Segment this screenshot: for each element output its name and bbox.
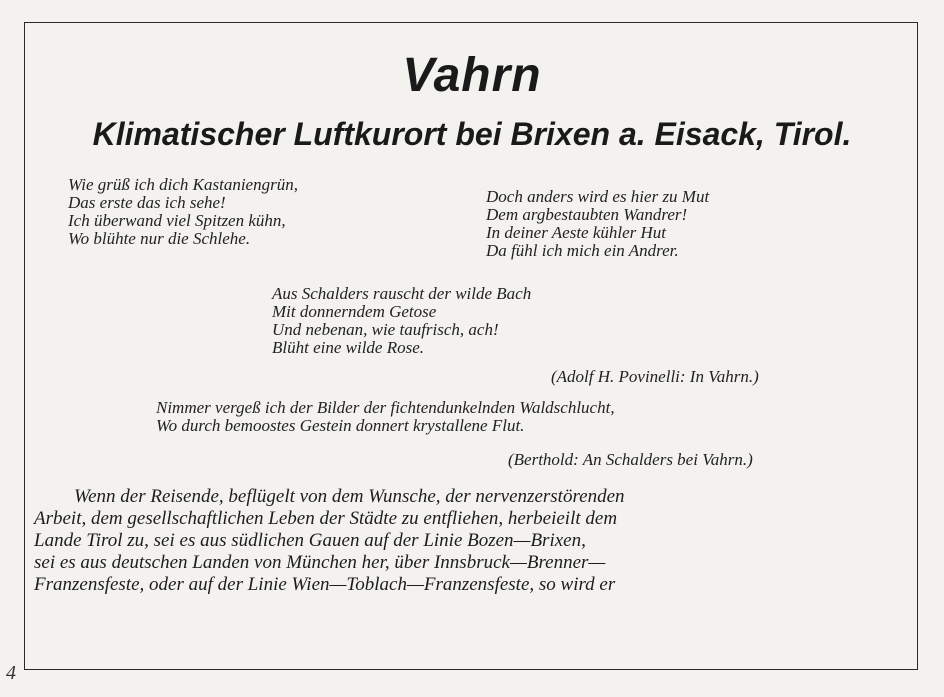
- distich: [156, 399, 615, 435]
- poem-stanza-left: [68, 176, 298, 248]
- poem-line: Aus Schalders rauscht der wilde Bach: [272, 284, 532, 303]
- poem-line: Wie grüß ich dich Kastaniengrün,: [68, 175, 298, 194]
- prose-line: Franzensfeste, oder auf der Linie Wien—Toblach—Franzensfeste, so wird er: [34, 574, 616, 595]
- poem-line: Das erste das ich sehe!: [68, 193, 226, 212]
- prose-line: Lande Tirol zu, sei es aus südlichen Gauen auf der Linie Bozen—Brixen,: [34, 530, 586, 551]
- poem-line: Dem argbestaubten Wandrer!: [486, 205, 688, 224]
- poem-line: Mit donnerndem Getose: [272, 302, 437, 321]
- prose-line: Arbeit, dem gesellschaftlichen Leben der Städte zu entfliehen, herbeieilt dem: [34, 508, 618, 529]
- page-subtitle: Klimatischer Luftkurort bei Brixen a. Eisack, Tirol.: [92, 116, 852, 152]
- poem-line: Blüht eine wilde Rose.: [272, 338, 425, 357]
- page-number: 4: [6, 662, 16, 684]
- poem-line: Und nebenan, wie taufrisch, ach!: [272, 320, 499, 339]
- poem-line: Wo blühte nur die Schlehe.: [68, 229, 251, 248]
- poem-line: In deiner Aeste kühler Hut: [486, 223, 667, 242]
- poem-line: Ich überwand viel Spitzen kühn,: [68, 211, 286, 230]
- poem-stanza-right: [486, 188, 709, 260]
- prose-line: sei es aus deutschen Landen von München her, über Innsbruck—Brenner—: [34, 552, 606, 573]
- page-title: Vahrn: [402, 49, 542, 102]
- poem-line: Da fühl ich mich ein Andrer.: [486, 241, 679, 260]
- body-paragraph: [34, 486, 884, 596]
- distich-line: Nimmer vergeß ich der Bilder der fichtendunkelnden Waldschlucht,: [156, 398, 615, 417]
- distich-line: Wo durch bemoostes Gestein donnert krystallene Flut.: [156, 416, 525, 435]
- poem-stanza-center: [272, 285, 531, 357]
- poem-attribution: (Adolf H. Povinelli: In Vahrn.): [551, 367, 759, 386]
- prose-line: Wenn der Reisende, beflügelt von dem Wunsche, der nervenzerstörenden: [74, 486, 625, 507]
- poem-line: Doch anders wird es hier zu Mut: [486, 187, 710, 206]
- distich-attribution: (Berthold: An Schalders bei Vahrn.): [508, 450, 753, 469]
